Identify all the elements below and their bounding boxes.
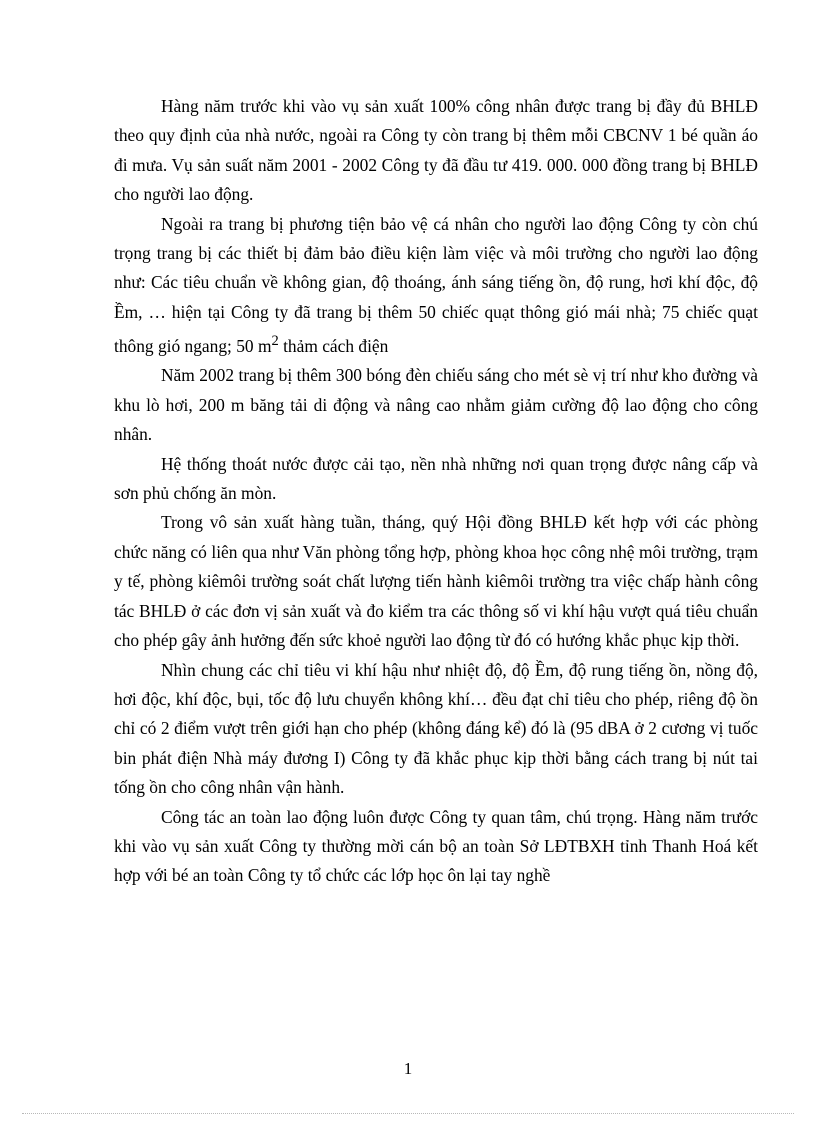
paragraph-3: Năm 2002 trang bị thêm 300 bóng đèn chiếu sáng cho mét sè vị trí như kho đường và khu lò hơi, 200 m băng tải di động và nâng cao nhằm giảm cường độ lao động cho công nhân. [114, 365, 758, 445]
body-text [114, 92, 758, 891]
page-edge-divider [22, 1113, 794, 1114]
paragraph-4: Hệ thống thoát nước được cải tạo, nền nhà những nơi quan trọng được nâng cấp và sơn phủ chống ăn mòn. [114, 453, 758, 504]
paragraph-2-tail: thảm cách điện [278, 336, 389, 357]
paragraph-5: Trong vô sản xuất hàng tuần, tháng, quý Hội đồng BHLĐ kết hợp với các phòng chức năng có liên qua như Văn phòng tổng hợp, phòng khoa học công nhệ môi trường, trạm y tế, phòng kiêmôi trường soát chất lượng tiến hành kiêmôi trường tra việc chấp hành công tác BHLĐ ở các đơn vị sản xuất và đo kiểm tra các thông số vi khí hậu vượt quá tiêu chuẩn cho phép gây ảnh hưởng đến sức khoẻ người lao động từ đó có hướng khắc phục kịp thời. [114, 512, 758, 651]
paragraph-2-text: Ngoài ra trang bị phương tiện bảo vệ cá nhân cho người lao động Công ty còn chú trọng trang bị các thiết bị đảm bảo điều kiện làm việc và môi trường cho người lao động như: Các tiêu chuẩn về không gian, độ thoáng, ánh sáng tiếng ồn, độ rung, hơi khí độc, độ Ềm, … hiện tại Công ty đã trang bị thêm 50 chiếc quạt thông gió mái nhà; 75 chiếc quạt thông gió ngang; 50 m [114, 213, 758, 357]
paragraph-2 [114, 210, 758, 362]
paragraph-7: Công tác an toàn lao động luôn được Công ty quan tâm, chú trọng. Hàng năm trước khi vào vụ sản xuất Công ty thường mời cán bộ an toàn Sở LĐTBXH tỉnh Thanh Hoá kết hợp với bé an toàn Công ty tổ chức các lớp học ôn lại tay nghề [114, 806, 758, 886]
paragraph-6: Nhìn chung các chỉ tiêu vi khí hậu như nhiệt độ, độ Ềm, độ rung tiếng ồn, nồng độ, hơi độc, khí độc, bụi, tốc độ lưu chuyển không khí… đều đạt chỉ tiêu cho phép, riêng độ ồn chỉ có 2 điểm vượt trên giới hạn cho phép (không đáng kể) đó là (95 dBA ở 2 cương vị tuốc bin phát điện Nhà máy đương I) Công ty đã khắc phục kịp thời bằng cách trang bị nút tai tống ồn cho công nhân vận hành. [114, 659, 758, 798]
paragraph-1: Hàng năm trước khi vào vụ sản xuất 100% công nhân được trang bị đầy đủ BHLĐ theo quy định của nhà nước, ngoài ra Công ty còn trang bị thêm mỗi CBCNV 1 bé quần áo đi mưa. Vụ sản suất năm 2001 - 2002 Công ty đã đầu tư 419. 000. 000 đồng trang bị BHLĐ cho người lao động. [114, 96, 758, 205]
page-number: 1 [403, 1059, 413, 1078]
superscript-2: 2 [271, 333, 279, 350]
